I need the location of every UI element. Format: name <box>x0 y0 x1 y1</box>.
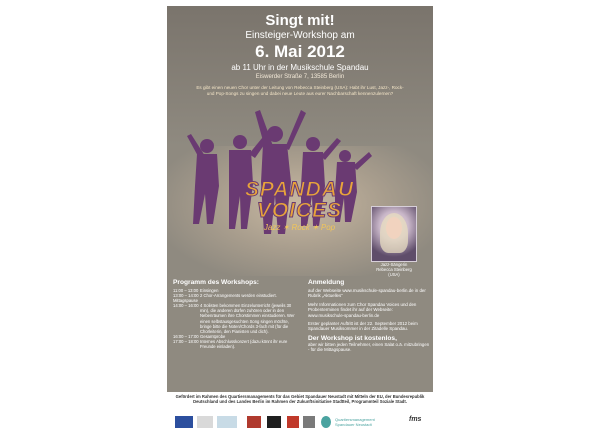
sponsor-logo <box>197 416 213 428</box>
poster <box>167 6 433 431</box>
singer-caption-name: Rebecca Steinberg <box>376 267 412 273</box>
schedule-time: 16:00 – 17:00 <box>173 333 199 339</box>
schedule-activity: Internes Abschlusskonzert (dazu könnt ihr eure Freunde einladen). <box>200 338 288 350</box>
brand-tagline: Jazz ✶ Rock ✶ Pop <box>263 223 336 232</box>
brand-logo <box>222 179 377 232</box>
singer-caption-origin: (USA) <box>388 272 400 278</box>
schedule-activity: 4 Solisten bekommen Einzelunterricht (jeweils 30 min), die anderen dürfen zuhören oder in den Nebenräumen ihre Chorstimmen einstudieren. Wer einen selbstausgesuchten Song singen möchte, bringe bitte die Noten/Chords 3-fach mit (für die Chorleiterin, den Pianisten und dich). <box>200 303 295 334</box>
sponsor-logo <box>217 416 237 428</box>
quartiersmanagement-logo <box>335 418 375 427</box>
sponsor-logo <box>303 416 315 428</box>
quartiersmanagement-logo-icon <box>321 416 331 428</box>
qm-logo-line2: Spandauer Neustadt <box>335 421 372 427</box>
schedule-row <box>173 303 295 334</box>
event-date: 6. Mai 2012 <box>255 42 345 61</box>
singer-face <box>386 217 402 239</box>
brand-word-spandau: SPANDAU <box>244 178 355 201</box>
event-intro: Es gibt einen neuen Chor unter der Leitung von Rebecca Steinberg (USA): Habt ihr Lust, Jazz-, Rock- und Pop-Songs zu singen und dabei neue Leute aus eurer Nachbarschaft kennenzulernen? <box>196 85 404 96</box>
schedule-time: 11:00 – 13:00 <box>173 288 199 293</box>
program-section <box>173 279 295 349</box>
schedule-activity: 2 Chor-Arrangements werden einstudiert. <box>200 293 277 299</box>
eu-flag-logo <box>175 416 193 428</box>
salad-request: aber wir bitten jeden Teilnehmer, einen Salat o.ä. mitzubringen - für die Mittagspause. <box>308 341 430 353</box>
schedule-time: 13:00 – 14:00 <box>173 293 199 299</box>
registration-heading: Anmeldung <box>308 279 345 286</box>
registration-website: auf der Webseite www.musikschule-spandau-berlin.de in der Rubrik „Aktuelles“ <box>308 288 426 299</box>
sponsor-logo <box>267 416 281 428</box>
event-time-venue: ab 11 Uhr in der Musikschule Spandau <box>231 63 369 72</box>
brand-word-voices: VOICES <box>256 199 343 222</box>
registration-section <box>308 279 430 353</box>
schedule-activity: Einsingen <box>200 288 219 293</box>
program-heading: Programm des Workshops: <box>173 279 259 286</box>
sponsor-logo <box>247 416 261 428</box>
schedule-row <box>173 339 295 349</box>
singer-photo <box>371 206 417 262</box>
first-performance: Erster geplanter Auftritt ist der 22. September 2012 beim Spandauer Musiksommer in der Zitadelle Spandau. <box>308 321 418 332</box>
qm-logo-line1: Quartiersmanagement <box>335 417 375 422</box>
schedule-time: 17:00 – 18:00 <box>173 338 199 344</box>
singer-caption <box>365 262 423 278</box>
poster-subtitle: Einsteiger-Workshop am <box>245 30 355 41</box>
choir-info: Mehr Informationen zum Chor Spandau Voices und den Probenterminen findet ihr auf der Webseite: www.musikschule-spandau-berlin.de <box>308 301 417 318</box>
singer-caption-role: Jazz-Sängerin <box>380 262 408 267</box>
sponsor-logos <box>175 416 425 429</box>
poster-title: Singt mit! <box>265 12 335 29</box>
free-workshop-notice: Der Workshop ist kostenlos, <box>308 334 397 342</box>
schedule-activity: Gesamtprobe <box>200 333 226 339</box>
schedule-time: Mittagspause <box>173 298 198 304</box>
event-address: Eiswerder Straße 7, 13585 Berlin <box>255 74 345 80</box>
fms-logo: fms <box>409 416 422 423</box>
sponsor-logo <box>287 416 299 428</box>
funding-footer <box>167 392 433 431</box>
schedule-time: 14:00 – 16:00 <box>173 303 199 309</box>
funding-text: Gefördert im Rahmen des Quartiersmanagements für das Gebiet Spandauer Neustadt mit Mitteln der EU, der Bundesrepublik Deutschland und des Landes Berlin im Rahmen der Zukunftsinitiative Stadtteil, Programmteil Soziale Stadt. <box>175 394 425 404</box>
